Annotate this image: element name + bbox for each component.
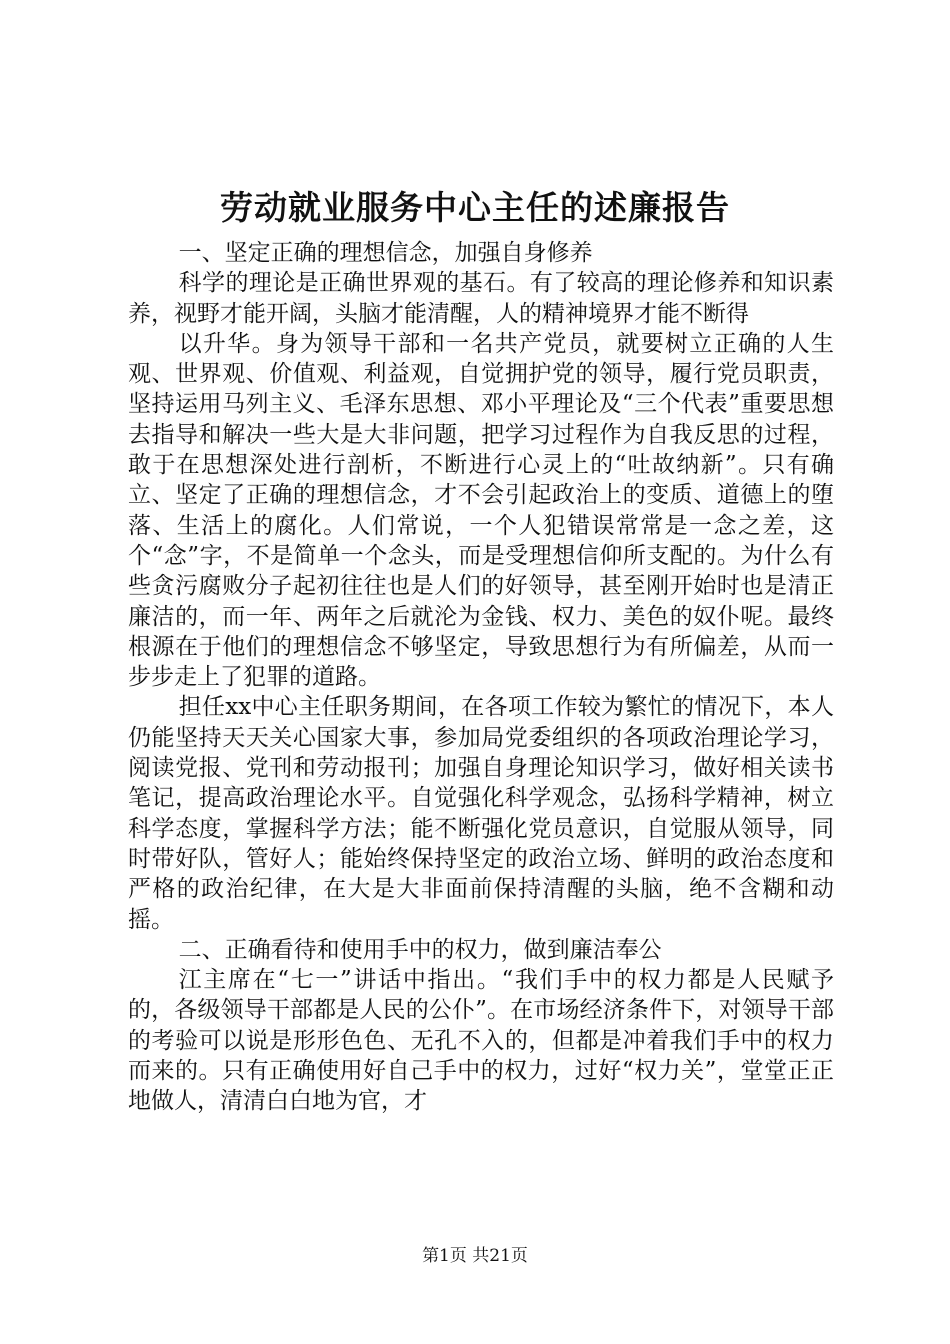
document-body — [128, 238, 834, 1117]
body-paragraph: 担任xx中心主任职务期间，在各项工作较为繁忙的情况下，本人仍能坚持天天关心国家大事，参加局党委组织的各项政治理论学习，阅读党报、党刊和劳动报刊；加强自身理论知识学习，做好相关读书笔记，提高政治理论水平。自觉强化科学观念，弘扬科学精神，树立科学态度，掌握科学方法；能不断强化党员意识，自觉服从领导，同时带好队，管好人；能始终保持坚定的政治立场、鲜明的政治态度和严格的政治纪律，在大是大非面前保持清醒的头脑，绝不含糊和动摇。 — [128, 694, 834, 933]
body-paragraph: 江主席在“七一”讲话中指出。“我们手中的权力都是人民赋予的，各级领导干部都是人民的公仆”。在市场经济条件下，对领导干部的考验可以说是形形色色、无孔不入的，但都是冲着我们手中的权力而来的。只有正确使用好自己手中的权力，过好“权力关”，堂堂正正地做人，清清白白地为官，才 — [128, 967, 834, 1115]
section-heading-2: 二、正确看待和使用手中的权力，做到廉洁奉公 — [178, 936, 662, 963]
document-title: 劳动就业服务中心主任的述廉报告 — [220, 188, 730, 227]
page-number-footer: 第1页 共21页 — [422, 1246, 528, 1266]
body-paragraph: 科学的理论是正确世界观的基石。有了较高的理论修养和知识素养，视野才能开阔，头脑才能清醒，人的精神境界才能不断得 — [128, 270, 834, 327]
section-heading-1: 一、坚定正确的理想信念，加强自身修养 — [178, 240, 593, 266]
body-paragraph: 以升华。身为领导干部和一名共产党员，就要树立正确的人生观、世界观、价值观、利益观，自觉拥护党的领导，履行党员职责，坚持运用马列主义、毛泽东思想、邓小平理论及“三个代表”重要思想去指导和解决一些大是大非问题，把学习过程作为自我反思的过程，敢于在思想深处进行剖析，不断进行心灵上的“吐故纳新”。只有确立、坚定了正确的理想信念，才不会引起政治上的变质、道德上的堕落、生活上的腐化。人们常说，一个人犯错误常常是一念之差，这个“念”字，不是简单一个念头，而是受理想信仰所支配的。为什么有些贪污腐败分子起初往往也是人们的好领导，甚至刚开始时也是清正廉洁的，而一年、两年之后就沦为金钱、权力、美色的奴仆呢。最终根源在于他们的理想信念不够坚定，导致思想行为有所偏差，从而一步步走上了犯罪的道路。 — [128, 330, 834, 691]
